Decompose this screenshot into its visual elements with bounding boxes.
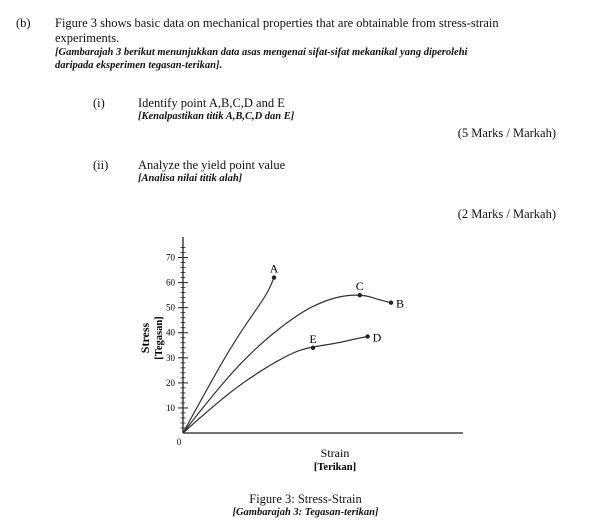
y-axis-label: Stress (138, 322, 152, 354)
point-marker-E (311, 346, 315, 350)
part-ii-text: Analyze the yield point value (138, 158, 286, 172)
part-ii-marks: (2 Marks / Markah) (457, 207, 556, 221)
origin-label: 0 (176, 437, 182, 447)
question-text-line2: experiments. (55, 31, 120, 45)
y-tick-label-20: 20 (166, 377, 175, 388)
part-i-marks: (5 Marks / Markah) (457, 126, 556, 140)
point-label-A: A (269, 261, 279, 276)
part-i-malay: [Kenalpastikan titik A,B,C,D dan E] (138, 111, 295, 122)
part-ii-malay: [Analisa nilai titik alah] (138, 173, 243, 184)
y-tick-label-50: 50 (166, 302, 175, 313)
question-malay-line1: [Gambarajah 3 berikut menunjukkan data asas mengenai sifat-sifat mekanikal yang diperolehi (55, 47, 468, 58)
stress-strain-chart (0, 225, 611, 485)
point-marker-D (365, 334, 369, 338)
question-label: (b) (16, 16, 31, 30)
y-tick-label-10: 10 (166, 402, 175, 413)
series-line-E-D (183, 336, 368, 433)
x-axis-label: Strain (320, 446, 350, 460)
y-tick-label-60: 60 (166, 277, 175, 288)
point-label-C: C (355, 279, 364, 294)
y-axis-sublabel: [Tegasan] (154, 316, 165, 360)
question-malay-line2: daripada eksperimen tegasan-terikan]. (55, 60, 223, 71)
part-i-text: Identify point A,B,C,D and E (138, 96, 285, 110)
point-label-D: D (372, 330, 382, 345)
point-marker-B (389, 300, 393, 304)
point-label-E: E (309, 331, 317, 346)
x-axis-sublabel: [Terikan] (313, 462, 357, 473)
part-ii-label: (ii) (93, 158, 109, 172)
series-line-C-B (183, 295, 391, 433)
point-marker-A (272, 275, 276, 279)
y-tick-label-40: 40 (166, 327, 175, 338)
series-line-A (183, 278, 274, 433)
y-tick-label-30: 30 (166, 352, 175, 363)
figure-caption: Figure 3: Stress-Strain (249, 492, 362, 506)
point-marker-C (358, 293, 362, 297)
part-i-label: (i) (93, 96, 105, 110)
figure-caption-malay: [Gambarajah 3: Tegasan-terikan] (232, 507, 379, 518)
question-text-line1: Figure 3 shows basic data on mechanical properties that are obtainable from stress-strain (55, 16, 499, 30)
y-tick-label-70: 70 (166, 252, 175, 263)
point-label-B: B (396, 296, 405, 311)
